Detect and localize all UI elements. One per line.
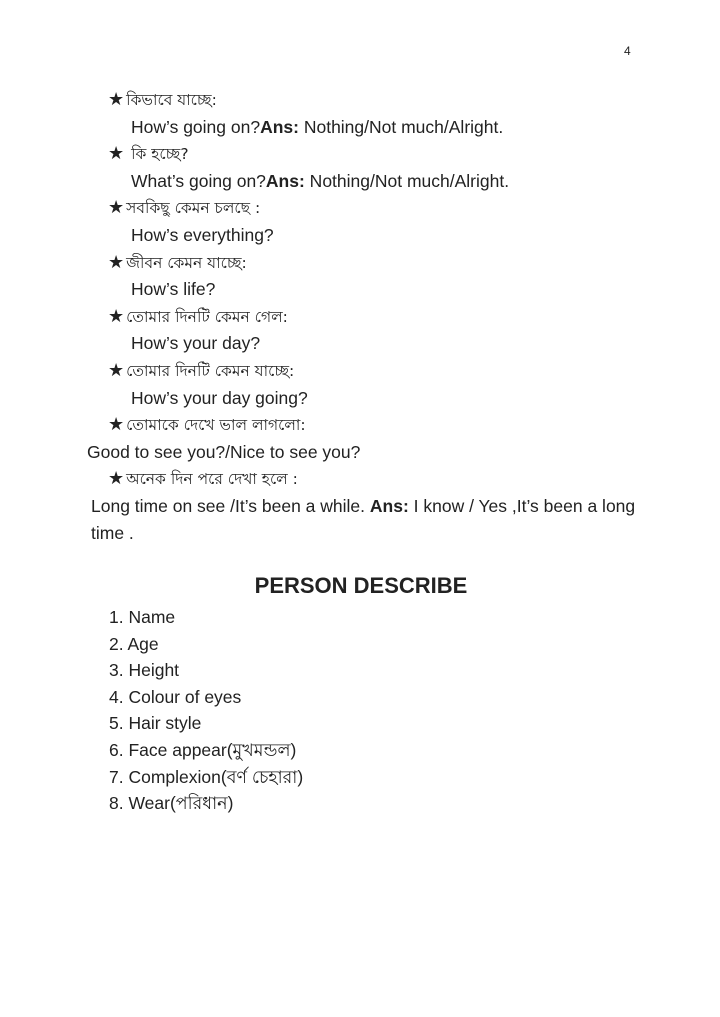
answer-text: I know / Yes ,It’s been a long time . (91, 495, 636, 543)
english-phrase: Good to see you?/Nice to see you? (87, 441, 361, 462)
list-item: 6. Face appear(মুখমন্ডল) (109, 740, 297, 761)
english-phrase-line (86, 168, 636, 195)
question-heading (86, 411, 636, 439)
describe-list (86, 604, 636, 817)
star-icon: ★ (108, 305, 125, 326)
star-icon: ★ (108, 414, 125, 435)
list-item: 7. Complexion(বর্ণ চেহারা) (109, 766, 304, 787)
english-phrase-line (86, 276, 636, 303)
star-icon: ★ (108, 197, 125, 218)
list-item: 4. Colour of eyes (109, 686, 242, 707)
english-phrase-line (86, 222, 636, 249)
star-icon: ★ (108, 359, 125, 380)
answer-label: Ans: (369, 495, 409, 516)
question-heading (86, 465, 636, 493)
english-phrase-line (86, 439, 636, 466)
bengali-phrase: সবকিছু কেমন চলছে : (126, 199, 261, 218)
list-item: 3. Height (109, 660, 180, 681)
star-icon: ★ (108, 251, 125, 272)
list-item: 5. Hair style (109, 713, 202, 734)
question-heading (86, 303, 636, 331)
bengali-phrase: তোমার দিনটি কেমন যাচ্ছে: (126, 361, 295, 380)
question-heading (86, 194, 636, 222)
bengali-phrase: অনেক দিন পরে দেখা হলে : (126, 470, 298, 489)
question-heading (86, 357, 636, 385)
english-phrase: How’s going on? (131, 116, 261, 137)
page-number: 4 (624, 44, 631, 58)
star-icon: ★ (108, 468, 125, 489)
answer-text: Nothing/Not much/Alright. (298, 116, 504, 137)
document-body (86, 86, 636, 817)
english-phrase-line (86, 493, 636, 546)
question-heading (86, 86, 636, 114)
bengali-phrase: কিভাবে যাচ্ছে: (126, 91, 217, 109)
list-item: 2. Age (109, 633, 159, 654)
bengali-phrase: জীবন কেমন যাচ্ছে: (126, 253, 247, 272)
english-phrase: How’s your day? (131, 333, 261, 354)
english-phrase-line (86, 385, 636, 412)
section-title: PERSON DESCRIBE (254, 573, 468, 599)
english-phrase: What’s going on? (131, 170, 266, 191)
bengali-phrase: কি হচ্ছে? (126, 145, 189, 164)
english-phrase: Long time on see /It’s been a while. (91, 495, 370, 516)
english-phrase-line (86, 330, 636, 357)
answer-text: Nothing/Not much/Alright. (304, 170, 510, 191)
question-heading (86, 140, 636, 168)
list-item: 1. Name (109, 607, 176, 628)
english-phrase: How’s everything? (131, 224, 274, 245)
bengali-phrase: তোমার দিনটি কেমন গেল: (126, 307, 288, 326)
english-phrase: How’s your day going? (131, 387, 308, 408)
english-phrase-line (86, 114, 636, 141)
list-item: 8. Wear(পরিধান) (109, 793, 234, 814)
star-icon: ★ (108, 89, 125, 109)
answer-label: Ans: (265, 170, 305, 191)
question-heading (86, 249, 636, 277)
english-phrase: How’s life? (131, 279, 216, 300)
answer-label: Ans: (260, 116, 299, 137)
bengali-phrase: তোমাকে দেখে ভাল লাগলো: (126, 416, 306, 435)
star-icon: ★ (108, 143, 125, 164)
